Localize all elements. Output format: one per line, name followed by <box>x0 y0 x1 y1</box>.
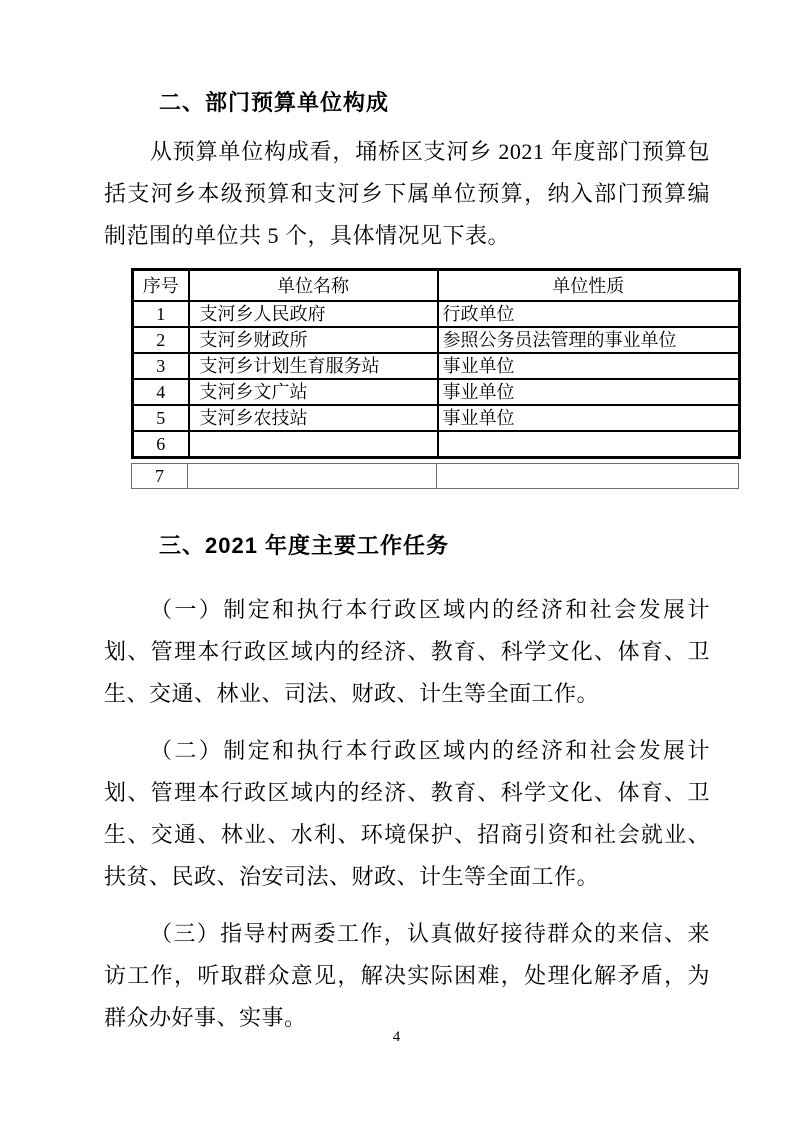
row-no: 7 <box>132 464 188 489</box>
task-paragraph-3: （三）指导村两委工作，认真做好接待群众的来信、来访工作，听取群众意见，解决实际困难，处理化解矛盾，为群众办好事、实事。 <box>104 921 710 1030</box>
table-row <box>133 431 740 458</box>
row-nature: 事业单位 <box>438 353 740 379</box>
row-name: 支河乡农技站 <box>189 405 438 431</box>
section2-paragraph: 从预算单位构成看，埇桥区支河乡 2021 年度部门预算包括支河乡本级预算和支河乡下属单位预算，纳入部门预算编制范围的单位共 5 个，具体情况见下表。 <box>104 139 710 248</box>
row-name <box>188 464 437 489</box>
row-name: 支河乡财政所 <box>189 327 438 353</box>
task-paragraph-1: （一）制定和执行本行政区域内的经济和社会发展计划、管理本行政区域内的经济、教育、科学文化、体育、卫生、交通、林业、司法、财政、计生等全面工作。 <box>104 597 710 706</box>
row-name: 支河乡计划生育服务站 <box>189 353 438 379</box>
row-no: 2 <box>133 327 189 353</box>
row-no: 3 <box>133 353 189 379</box>
table-row <box>133 327 740 353</box>
row-name: 支河乡文广站 <box>189 379 438 405</box>
page-number: 4 <box>392 1029 401 1045</box>
row-name <box>189 431 438 458</box>
row-nature <box>438 431 740 458</box>
row-nature <box>437 464 739 489</box>
table-row <box>132 464 739 489</box>
row-nature: 事业单位 <box>438 379 740 405</box>
table-header-nature: 单位性质 <box>438 270 740 302</box>
task-paragraph-2: （二）制定和执行本行政区域内的经济和社会发展计划、管理本行政区域内的经济、教育、科学文化、体育、卫生、交通、林业、水利、环境保护、招商引资和社会就业、扶贫、民政、治安司法、财政、计生等全面工作。 <box>104 738 710 889</box>
section2-heading: 二、部门预算单位构成 <box>159 90 390 115</box>
section3-heading: 三、2021 年度主要工作任务 <box>159 533 450 558</box>
table-header-no: 序号 <box>133 270 189 302</box>
table-row <box>133 301 740 327</box>
budget-units-table-main <box>131 268 741 459</box>
table-row <box>133 353 740 379</box>
budget-units-table <box>131 268 738 489</box>
budget-units-table-continuation <box>131 463 739 489</box>
table-header-name: 单位名称 <box>189 270 438 302</box>
table-header-row <box>133 270 740 302</box>
row-no: 5 <box>133 405 189 431</box>
row-name: 支河乡人民政府 <box>189 301 438 327</box>
row-no: 6 <box>133 431 189 458</box>
row-nature: 参照公务员法管理的事业单位 <box>438 327 740 353</box>
row-nature: 事业单位 <box>438 405 740 431</box>
table-row <box>133 405 740 431</box>
table-row <box>133 379 740 405</box>
row-no: 1 <box>133 301 189 327</box>
row-nature: 行政单位 <box>438 301 740 327</box>
row-no: 4 <box>133 379 189 405</box>
